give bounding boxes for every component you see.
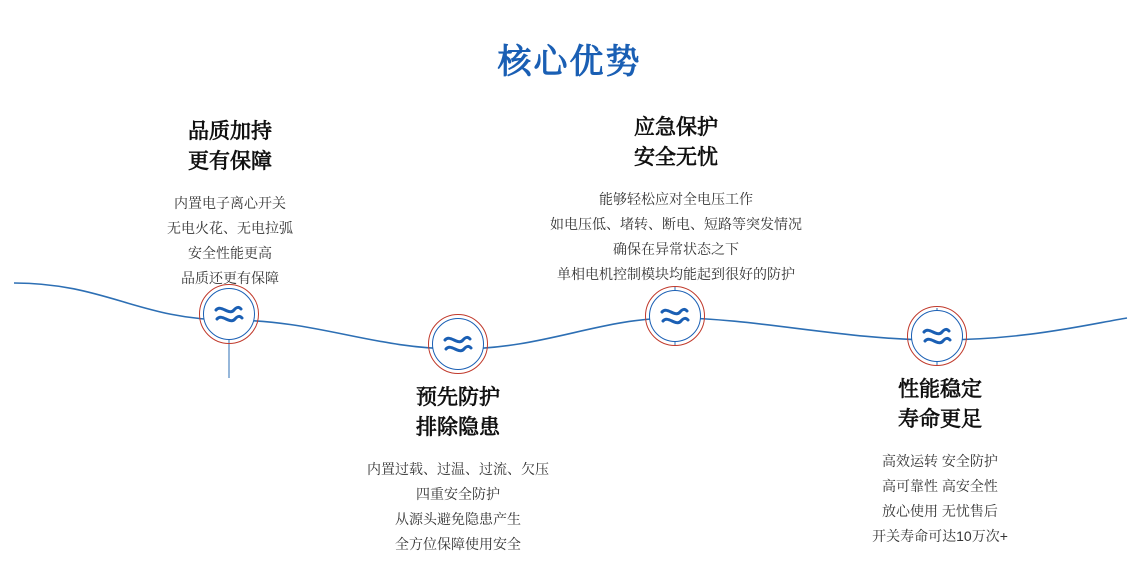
feature-heading-line2: 排除隐患 bbox=[416, 416, 500, 439]
node-marker-stability bbox=[907, 306, 969, 368]
wave-logo-icon bbox=[911, 310, 963, 362]
feature-line: 单相电机控制模块均能起到很好的防护 bbox=[557, 266, 795, 282]
feature-line: 无电火花、无电拉弧 bbox=[167, 220, 293, 236]
feature-heading-line1: 性能稳定 bbox=[898, 378, 982, 401]
feature-block-stability bbox=[795, 375, 1085, 549]
feature-lines bbox=[795, 449, 1085, 549]
wave-logo-icon bbox=[432, 318, 484, 370]
wave-logo-icon bbox=[203, 288, 255, 340]
feature-line: 高可靠性 高安全性 bbox=[882, 478, 998, 494]
feature-line: 内置电子离心开关 bbox=[174, 195, 286, 211]
feature-line: 高效运转 安全防护 bbox=[882, 453, 998, 469]
feature-line: 放心使用 无忧售后 bbox=[882, 503, 998, 519]
feature-line: 如电压低、堵转、断电、短路等突发情况 bbox=[550, 216, 802, 232]
feature-line: 开关寿命可达10万次+ bbox=[872, 528, 1008, 544]
feature-lines bbox=[308, 457, 608, 557]
feature-lines bbox=[80, 191, 380, 291]
page-title: 核心优势 bbox=[497, 43, 642, 81]
feature-line: 全方位保障使用安全 bbox=[395, 536, 521, 552]
feature-line: 安全性能更高 bbox=[188, 245, 272, 261]
feature-line: 能够轻松应对全电压工作 bbox=[599, 191, 753, 207]
feature-lines bbox=[471, 187, 881, 287]
feature-line: 内置过载、过温、过流、欠压 bbox=[367, 461, 549, 477]
feature-heading-line1: 品质加持 bbox=[188, 120, 272, 143]
node-marker-emergency bbox=[645, 286, 707, 348]
feature-heading-line2: 寿命更足 bbox=[898, 408, 982, 431]
feature-heading-line2: 更有保障 bbox=[188, 150, 272, 173]
feature-heading-line1: 应急保护 bbox=[634, 116, 718, 139]
feature-line: 品质还更有保障 bbox=[181, 270, 279, 286]
feature-line: 确保在异常状态之下 bbox=[613, 241, 739, 257]
node-marker-quality bbox=[199, 284, 261, 346]
wave-logo-icon bbox=[649, 290, 701, 342]
feature-heading-line2: 安全无忧 bbox=[634, 146, 718, 169]
node-marker-prevention bbox=[428, 314, 490, 376]
feature-line: 从源头避免隐患产生 bbox=[395, 511, 521, 527]
feature-block-prevention bbox=[308, 383, 608, 557]
feature-block-emergency bbox=[471, 113, 881, 287]
feature-line: 四重安全防护 bbox=[416, 486, 500, 502]
feature-block-quality bbox=[80, 117, 380, 291]
feature-heading-line1: 预先防护 bbox=[416, 386, 500, 409]
